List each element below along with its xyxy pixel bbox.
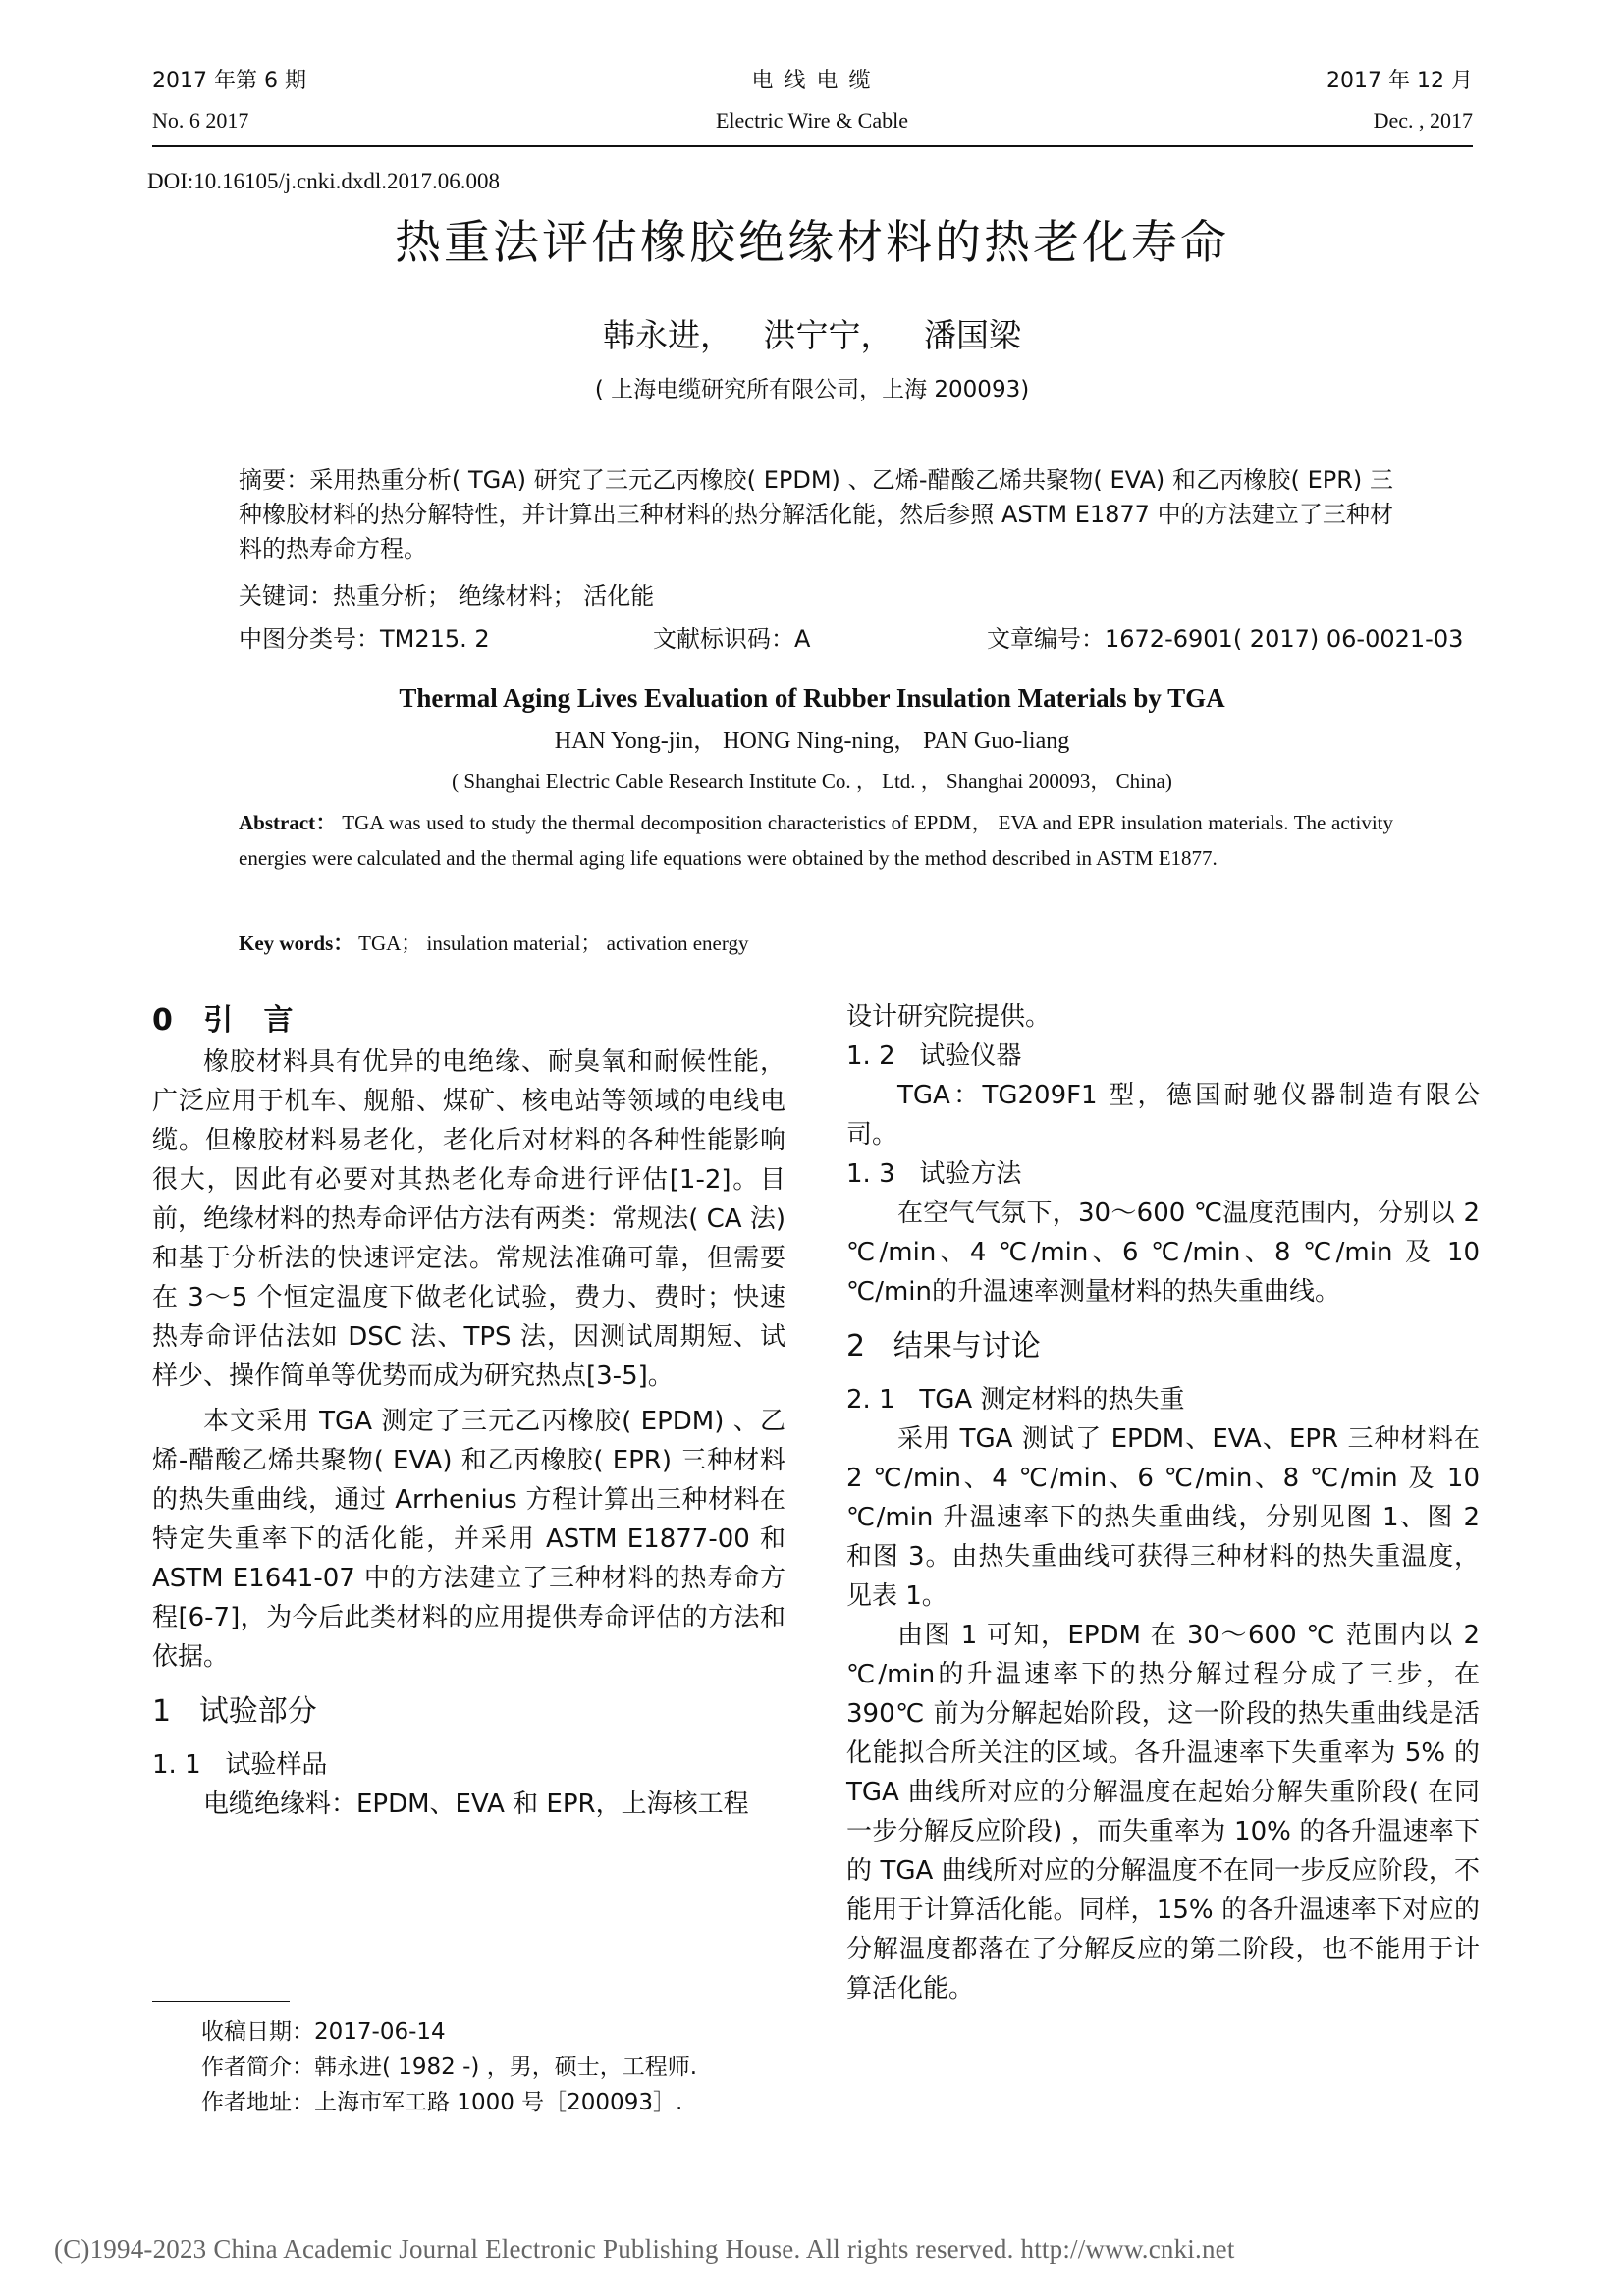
- samples-paragraph: 电缆绝缘料：EPDM、EVA 和 EPR，上海核工程: [203, 1789, 749, 1819]
- english-abstract: [239, 805, 1393, 876]
- footnote-received: 收稿日期：2017-06-14: [201, 2019, 446, 2045]
- method-paragraph: 在空气气氛下，30～600 ℃温度范围内，分别以 2 ℃/min、4 ℃/min、6 ℃/min、8 ℃/min 及 10 ℃/min的升温速率测量材料的热失重曲线。: [846, 1199, 1480, 1307]
- section-0-heading: 0 引 言: [152, 1003, 294, 1038]
- right-column: [846, 997, 1480, 2008]
- english-abstract-label: Abstract：: [239, 811, 337, 834]
- english-keywords: [239, 927, 748, 960]
- intro-paragraph-1: 橡胶材料具有优异的电绝缘、耐臭氧和耐候性能，广泛应用于机车、舰船、煤矿、核电站等领域的电线电缆。但橡胶材料易老化，老化后对材料的各种性能影响很大，因此有必要对其热老化寿命进行评估[1-2]。目前，绝缘材料的热寿命评估方法有两类：常规法( CA 法) 和基于分析法的快速评定法。常规法准确可靠，但需要在 3～5 个恒定温度下做老化试验，费力、费时；快速热寿命评估法如 DSC 法、TPS 法，因测试周期短、试样少、操作简单等优势而成为研究热点[3-5]。: [152, 1047, 785, 1391]
- english-keywords-label: Key words：: [239, 932, 354, 955]
- header-issue-en: No. 6 2017: [152, 108, 249, 133]
- affiliation: ( 上海电缆研究所有限公司，上海 200093): [594, 377, 1030, 402]
- left-column: [152, 999, 785, 1824]
- copyright-footer: (C)1994-2023 China Academic Journal Electronic Publishing House. All rights reserved. http://www.cnki.net: [54, 2234, 1235, 2264]
- results-paragraph-1: 采用 TGA 测试了 EPDM、EVA、EPR 三种材料在 2 ℃/min、4 ℃/min、6 ℃/min、8 ℃/min 及 10 ℃/min 升温速率下的热失重曲线，分别见图 1、图 2 和图 3。由热失重曲线可获得三种材料的热失重温度，见表 1。: [846, 1424, 1480, 1611]
- header-rule: [152, 145, 1473, 147]
- instrument-paragraph: TGA：TG209F1 型，德国耐驰仪器制造有限公司。: [846, 1081, 1480, 1149]
- subsection-2-1-heading: 2. 1 TGA 测定材料的热失重: [846, 1385, 1185, 1415]
- clc-number: 中图分类号：TM215. 2: [239, 625, 490, 653]
- footnote-rule: [152, 2001, 290, 2002]
- results-paragraph-2: 由图 1 可知，EPDM 在 30～600 ℃ 范围内以 2 ℃/min的升温速率下的热分解过程分成了三步，在 390℃ 前为分解起始阶段，这一阶段的热失重曲线是活化能拟合所关注的区域。各升温速率下失重率为 5% 的 TGA 曲线所对应的分解温度在起始分解失重阶段( 在同一步分解反应阶段) ，而失重率为 10% 的各升温速率下的 TGA 曲线所对应的分解温度不在同一步反应阶段，不能用于计算活化能。同样，15% 的各升温速率下对应的分解温度都落在了分解反应的第二阶段，也不能用于计算活化能。: [846, 1621, 1480, 2003]
- english-abstract-text: TGA was used to study the thermal decomposition characteristics of EPDM， EVA and EPR insulation materials. The activity energies were calculated and the thermal aging life equations were obtained by the method described in ASTM E1877.: [239, 811, 1393, 870]
- article-number: 文章编号：1672-6901( 2017) 06-0021-03: [987, 625, 1464, 653]
- footnote-author-bio: 作者简介：韩永进( 1982 -) ，男，硕士，工程师.: [201, 2055, 698, 2080]
- subsection-1-2-heading: 1. 2 试验仪器: [846, 1041, 1022, 1071]
- header-issue-cn: 2017 年第 6 期: [152, 69, 306, 93]
- document-code: 文献标识码：A: [653, 625, 811, 653]
- authors: 韩永进， 洪宁宁， 潘国梁: [603, 316, 1021, 354]
- subsection-1-3-heading: 1. 3 试验方法: [846, 1159, 1022, 1189]
- subsection-1-1-heading: 1. 1 试验样品: [152, 1750, 328, 1780]
- keywords-cn: 关键词：热重分析； 绝缘材料； 活化能: [239, 582, 655, 610]
- header-journal-en: Electric Wire & Cable: [715, 108, 908, 133]
- paper-title: 热重法评估橡胶绝缘材料的热老化寿命: [395, 216, 1229, 270]
- intro-paragraph-2: 本文采用 TGA 测定了三元乙丙橡胶( EPDM) 、乙烯-醋酸乙烯共聚物( EVA) 和乙丙橡胶( EPR) 三种材料的热失重曲线，通过 Arrhenius 方程计算出三种材料在特定失重率下的活化能，并采用 ASTM E1877-00 和 ASTM E1641-07 中的方法建立了三种材料的热寿命方程[6-7]，为今后此类材料的应用提供寿命评估的方法和依据。: [152, 1407, 785, 1672]
- doi: DOI:10.16105/j.cnki.dxdl.2017.06.008: [147, 169, 501, 193]
- english-authors: HAN Yong-jin， HONG Ning-ning， PAN Guo-liang: [554, 728, 1070, 754]
- header-date-en: Dec. , 2017: [1373, 108, 1473, 133]
- section-2-heading: 2 结果与讨论: [846, 1329, 1041, 1363]
- footnote-author-address: 作者地址：上海市军工路 1000 号［200093］.: [201, 2090, 683, 2115]
- header-date-cn: 2017 年 12 月: [1326, 69, 1473, 93]
- samples-paragraph-continued: 设计研究院提供。: [846, 1002, 1052, 1032]
- abstract-cn: 摘要：采用热重分析( TGA) 研究了三元乙丙橡胶( EPDM) 、乙烯-醋酸乙烯共聚物( EVA) 和乙丙橡胶( EPR) 三种橡胶材料的热分解特性，并计算出三种材料的热分解活化能，然后参照 ASTM E1877 中的方法建立了三种材料的热寿命方程。: [239, 466, 1393, 562]
- section-1-heading: 1 试验部分: [152, 1694, 317, 1729]
- header-journal-cn: 电 线 电 缆: [751, 69, 873, 93]
- english-title: Thermal Aging Lives Evaluation of Rubber Insulation Materials by TGA: [399, 683, 1225, 713]
- english-keywords-text: TGA； insulation material； activation energy: [358, 932, 749, 955]
- english-affiliation: ( Shanghai Electric Cable Research Institute Co. ， Ltd. ， Shanghai 200093， China): [452, 770, 1172, 793]
